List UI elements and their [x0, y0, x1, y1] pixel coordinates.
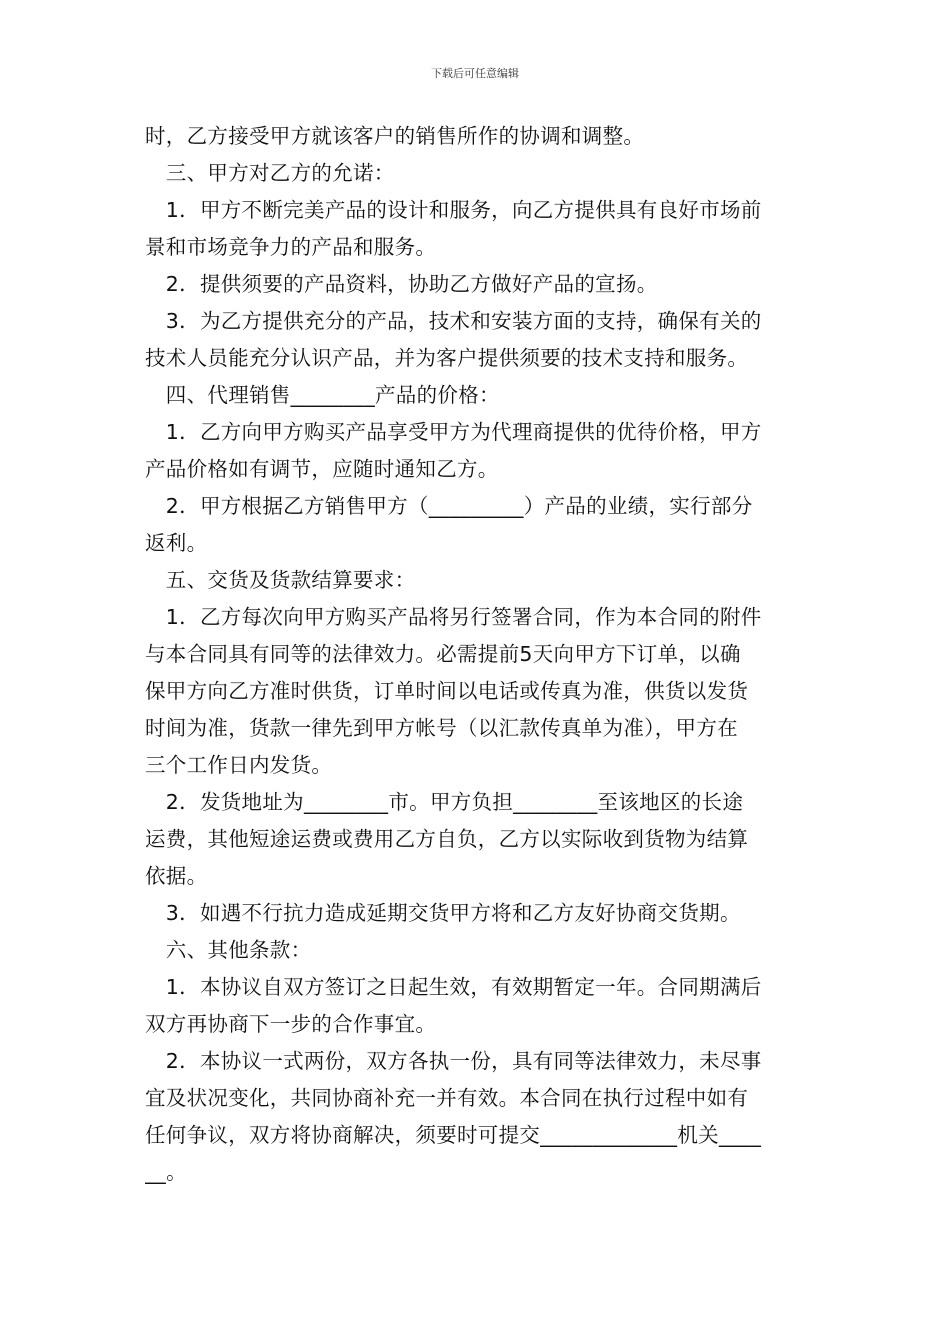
- text-line: 双方再协商下一步的合作事宜。: [145, 1012, 437, 1036]
- text-line: 1．乙方向甲方购买产品享受甲方为代理商提供的优待价格，甲方: [145, 420, 762, 444]
- section-heading: 五、交货及货款结算要求：: [145, 568, 416, 592]
- section-heading: 三、甲方对乙方的允诺：: [145, 161, 395, 185]
- text-line: 2．提供须要的产品资料，协助乙方做好产品的宣扬。: [145, 272, 658, 296]
- text-line: 1．甲方不断完美产品的设计和服务，向乙方提供具有良好市场前: [145, 198, 762, 222]
- text-line: 时间为准，货款一律先到甲方帐号（以汇款传真单为准），甲方在: [145, 716, 738, 740]
- text-line: __。: [145, 1160, 187, 1184]
- text-line: 技术人员能充分认识产品，并为客户提供须要的技术支持和服务。: [145, 346, 749, 370]
- text-line: 保甲方向乙方准时供货，订单时间以电话或传真为准，供货以发货: [145, 679, 749, 703]
- text-line: 2．甲方根据乙方销售甲方（_________）产品的业绩，实行部分: [145, 494, 753, 518]
- text-line: 时，乙方接受甲方就该客户的销售所作的协调和调整。: [145, 124, 645, 148]
- text-line: 景和市场竞争力的产品和服务。: [145, 235, 437, 259]
- text-line: 三个工作日内发货。: [145, 753, 333, 777]
- text-line: 依据。: [145, 864, 208, 888]
- text-line: 产品价格如有调节，应随时通知乙方。: [145, 457, 499, 481]
- text-line: 3．为乙方提供充分的产品，技术和安装方面的支持，确保有关的: [145, 309, 762, 333]
- document-body: [145, 118, 807, 1191]
- text-line: 宜及状况变化，共同协商补充一并有效。本合同在执行过程中如有: [145, 1086, 749, 1110]
- text-line: 1．乙方每次向甲方购买产品将另行签署合同，作为本合同的附件: [145, 605, 762, 629]
- text-line: 与本合同具有同等的法律效力。必需提前5天向甲方下订单，以确: [145, 642, 741, 666]
- text-line: 2．本协议一式两份，双方各执一份，具有同等法律效力，未尽事: [145, 1049, 762, 1073]
- section-heading: 四、代理销售________产品的价格：: [145, 383, 500, 407]
- page-header: 下载后可任意编辑: [431, 67, 519, 80]
- text-line: 运费，其他短途运费或费用乙方自负，乙方以实际收到货物为结算: [145, 827, 749, 851]
- text-line: 3．如遇不行抗力造成延期交货甲方将和乙方友好协商交货期。: [145, 901, 741, 925]
- text-line: 1．本协议自双方签订之日起生效，有效期暂定一年。合同期满后: [145, 975, 762, 999]
- text-line: 2．发货地址为________市。甲方负担________至该地区的长途: [145, 790, 744, 814]
- text-line: 任何争议，双方将协商解决，须要时可提交_____________机关____: [145, 1123, 762, 1147]
- section-heading: 六、其他条款：: [145, 938, 312, 962]
- text-line: 返利。: [145, 531, 208, 555]
